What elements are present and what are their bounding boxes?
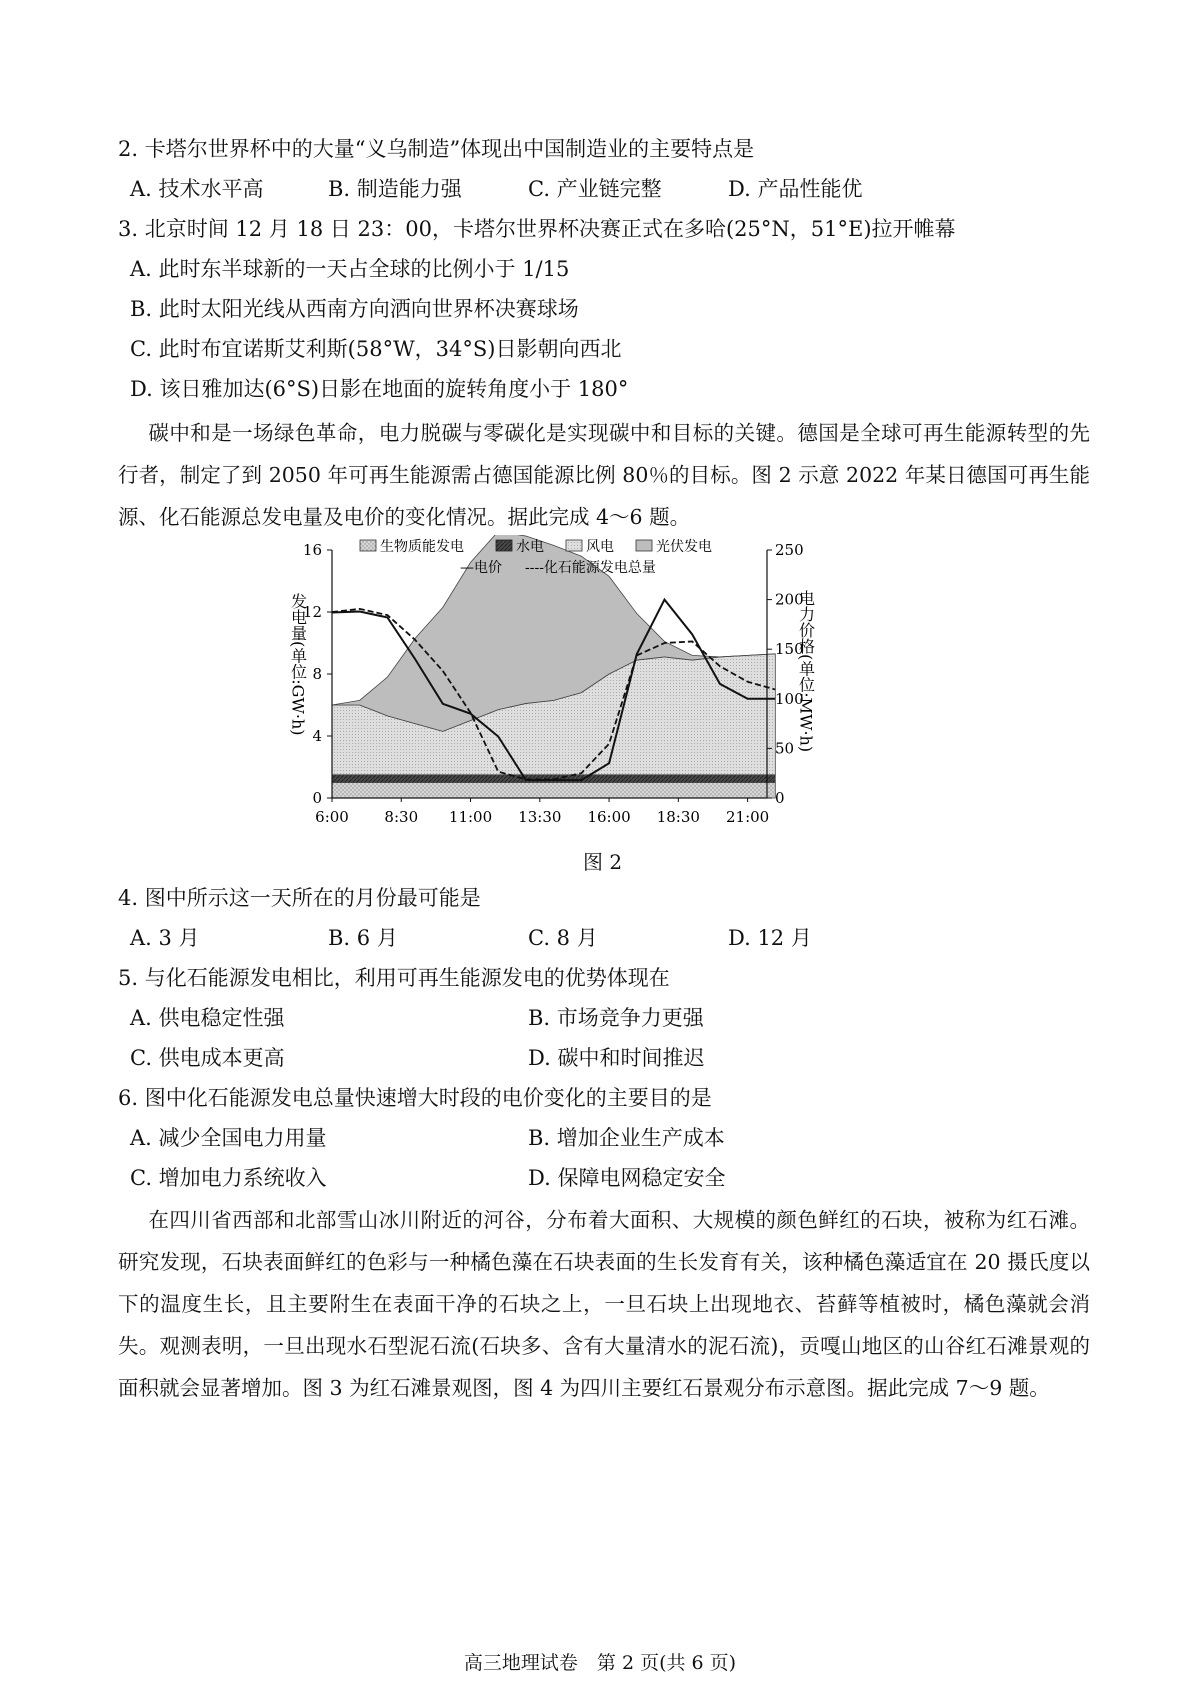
x-tick-label: 18:30 [656, 808, 700, 826]
y-tick-label-right: 0 [775, 789, 785, 807]
figure-2-chart [0, 535, 1200, 835]
q6-option-a: A. 减少全国电力用量 [130, 1126, 327, 1150]
q5-option-c: C. 供电成本更高 [130, 1046, 285, 1070]
legend-label-wind: 风电 [586, 539, 614, 555]
legend-label-price: —电价 [460, 560, 502, 576]
q3-option-a: A. 此时东半球新的一天占全球的比例小于 1/15 [130, 257, 570, 281]
q3-option-b: B. 此时太阳光线从西南方向洒向世界杯决赛球场 [130, 297, 579, 321]
y-tick-label-left: 16 [302, 541, 322, 559]
q2-option-a: A. 技术水平高 [130, 177, 264, 201]
y-tick-label-right: 100 [775, 689, 804, 708]
area-biomass [332, 783, 775, 799]
legend-label-solar: 光伏发电 [656, 539, 712, 555]
q4-option-b: B. 6 月 [328, 926, 398, 950]
y-tick-label-left: 8 [312, 665, 322, 683]
y-tick-label-right: 250 [775, 541, 804, 559]
q2-option-c: C. 产业链完整 [528, 177, 662, 201]
intro-paragraph-7-9 [118, 1199, 1090, 1409]
legend-swatch-hydro [496, 540, 512, 551]
y-tick-label-right: 150 [775, 640, 804, 659]
intro-paragraph-4-6-text: 碳中和是一场绿色革命，电力脱碳与零碳化是实现碳中和目标的关键。德国是全球可再生能源转型的先行者，制定了到 2050 年可再生能源需占德国能源比例 80％的目标。图 2 示意 2022 年某日德国可再生能源、化石能源总发电量及电价的变化情况。据此完成 4～6 题。 [118, 421, 1090, 529]
x-tick-label: 8:30 [384, 808, 419, 826]
q4-option-c: C. 8 月 [528, 926, 598, 950]
q2-option-b: B. 制造能力强 [328, 177, 462, 201]
y-axis-label-left: 发电量(单位:GW·h) [288, 593, 308, 736]
q5-stem: 5. 与化石能源发电相比，利用可再生能源发电的优势体现在 [118, 966, 670, 990]
q6-option-c: C. 增加电力系统收入 [130, 1166, 327, 1190]
y-tick-label-left: 4 [312, 727, 322, 745]
legend-swatch-wind [566, 540, 582, 551]
q2-stem: 2. 卡塔尔世界杯中的大量“义乌制造”体现出中国制造业的主要特点是 [118, 137, 755, 161]
x-tick-label: 21:00 [725, 808, 770, 826]
y-tick-label-right: 50 [775, 739, 795, 758]
figure-2-caption: 图 2 [583, 850, 623, 874]
q5-option-d: D. 碳中和时间推迟 [528, 1046, 705, 1070]
q3-option-c: C. 此时布宜诺斯艾利斯(58°W，34°S)日影朝向西北 [130, 337, 622, 361]
y-tick-label-left: 12 [302, 603, 322, 621]
q3-option-d: D. 该日雅加达(6°S)日影在地面的旋转角度小于 180° [130, 377, 629, 401]
legend-label-hydro: 水电 [516, 539, 544, 555]
legend-label-fossil: ----化石能源发电总量 [525, 560, 656, 576]
legend-swatch-solar [636, 540, 652, 551]
y-axis-label-right: 电力价格(单位:MW·h) [796, 590, 816, 753]
y-tick-label-left: 0 [312, 789, 322, 807]
q4-stem: 4. 图中所示这一天所在的月份最可能是 [118, 886, 481, 910]
q5-option-b: B. 市场竞争力更强 [528, 1006, 704, 1030]
q6-option-d: D. 保障电网稳定安全 [528, 1166, 726, 1190]
x-tick-label: 13:30 [518, 808, 562, 826]
q5-option-a: A. 供电稳定性强 [130, 1006, 285, 1030]
legend-swatch-biomass [360, 540, 376, 551]
q4-option-d: D. 12 月 [728, 926, 812, 950]
legend-label-biomass: 生物质能发电 [380, 539, 464, 555]
q3-stem: 3. 北京时间 12 月 18 日 23：00，卡塔尔世界杯决赛正式在多哈(25°N，51°E)拉开帷幕 [118, 217, 956, 241]
x-tick-label: 16:00 [587, 808, 631, 826]
q2-option-d: D. 产品性能优 [728, 177, 863, 201]
intro-paragraph-4-6 [118, 412, 1090, 538]
y-tick-label-right: 200 [775, 590, 804, 609]
q6-option-b: B. 增加企业生产成本 [528, 1126, 725, 1150]
x-tick-label: 11:00 [448, 808, 493, 826]
q4-option-a: A. 3 月 [130, 926, 200, 950]
intro-paragraph-7-9-text: 在四川省西部和北部雪山冰川附近的河谷，分布着大面积、大规模的颜色鲜红的石块，被称为红石滩。研究发现，石块表面鲜红的色彩与一种橘色藻在石块表面的生长发育有关，该种橘色藻适宜在 20 摄氏度以下的温度生长，且主要附生在表面干净的石块之上，一旦石块上出现地衣、苔藓等植被时，橘色藻就会消失。观测表明，一旦出现水石型泥石流(石块多、含有大量清水的泥石流)，贡嘎山地区的山谷红石滩景观的面积就会显著增加。图 3 为红石滩景观图，图 4 为四川主要红石景观分布示意图。据此完成 7～9 题。 [118, 1208, 1090, 1400]
x-tick-label: 6:00 [315, 808, 349, 826]
q6-stem: 6. 图中化石能源发电总量快速增大时段的电价变化的主要目的是 [118, 1086, 712, 1110]
page-footer: 高三地理试卷 第 2 页(共 6 页) [463, 1652, 737, 1674]
